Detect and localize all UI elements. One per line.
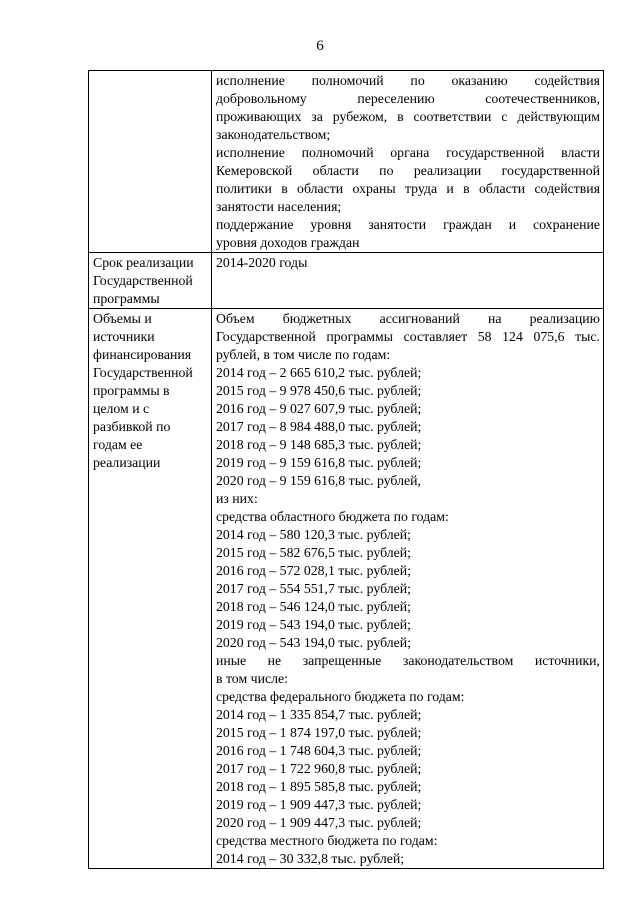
program-passport-table — [88, 70, 604, 869]
goal-line: добровольному переселению соотечественников, — [216, 91, 600, 106]
funding-line: 2020 год – 1 909 447,3 тыс. рублей; — [216, 815, 422, 830]
label-line: программы в — [93, 383, 170, 398]
funding-line: 2018 год – 546 124,0 тыс. рублей; — [216, 599, 411, 614]
label-line: Срок реализации — [93, 255, 194, 270]
funding-line: средства областного бюджета по годам: — [216, 509, 449, 524]
goal-line: исполнение полномочий по оказанию содействия — [216, 73, 600, 88]
label-line: целом и с — [93, 401, 150, 416]
funding-line: в том числе: — [216, 671, 288, 686]
label-line: реализации — [93, 455, 161, 470]
goal-line: поддержание уровня занятости граждан и сохранение — [216, 217, 600, 232]
label-line: программы — [93, 291, 160, 306]
period-cell — [212, 253, 604, 309]
funding-line: 2019 год – 1 909 447,3 тыс. рублей; — [216, 797, 422, 812]
goals-cell — [212, 71, 604, 253]
goal-line: политики в области охраны труда и в области содействия — [216, 181, 600, 196]
funding-line: 2018 год – 1 895 585,8 тыс. рублей; — [216, 779, 422, 794]
goal-line: законодательством; — [216, 127, 331, 142]
funding-line: 2018 год – 9 148 685,3 тыс. рублей; — [216, 437, 422, 452]
label-line: Государственной — [93, 273, 193, 288]
funding-line: 2016 год – 9 027 607,9 тыс. рублей; — [216, 401, 422, 416]
row-label-cell — [89, 253, 212, 309]
funding-line: 2014 год – 2 665 610,2 тыс. рублей; — [216, 365, 422, 380]
table-row — [89, 71, 604, 253]
row-label-cell — [89, 71, 212, 253]
table-row — [89, 309, 604, 869]
funding-line: 2014 год – 1 335 854,7 тыс. рублей; — [216, 707, 422, 722]
label-line: Государственной — [93, 365, 193, 380]
funding-cell — [212, 309, 604, 869]
funding-line: 2014 год – 580 120,3 тыс. рублей; — [216, 527, 411, 542]
funding-line: 2017 год – 554 551,7 тыс. рублей; — [216, 581, 411, 596]
funding-line: 2015 год – 9 978 450,6 тыс. рублей; — [216, 383, 422, 398]
funding-line: 2015 год – 582 676,5 тыс. рублей; — [216, 545, 411, 560]
label-line: источники — [93, 329, 155, 344]
funding-line: Государственной программы составляет 58 124 075,6 тыс. — [216, 329, 600, 344]
goal-line: проживающих за рубежом, в соответствии с действующим — [216, 109, 600, 124]
funding-line: 2020 год – 543 194,0 тыс. рублей; — [216, 635, 411, 650]
funding-line: 2019 год – 543 194,0 тыс. рублей; — [216, 617, 411, 632]
funding-line: 2017 год – 8 984 488,0 тыс. рублей; — [216, 419, 422, 434]
table-row — [89, 253, 604, 309]
page-number: 6 — [316, 38, 324, 54]
funding-line: 2020 год – 9 159 616,8 тыс. рублей, — [216, 473, 421, 488]
row-label-cell — [89, 309, 212, 869]
label-line: разбивкой по — [93, 419, 171, 434]
label-line: Объемы и — [93, 311, 152, 326]
label-line: финансирования — [93, 347, 192, 362]
funding-line: 2016 год – 1 748 604,3 тыс. рублей; — [216, 743, 422, 758]
goal-line: занятости населения; — [216, 199, 342, 214]
goal-line: уровня доходов граждан — [216, 235, 360, 250]
period-value: 2014-2020 годы — [216, 255, 308, 270]
funding-line: иные не запрещенные законодательством источники, — [216, 653, 600, 668]
label-line: годам ее — [93, 437, 143, 452]
funding-line: из них: — [216, 491, 258, 506]
funding-line: 2019 год – 9 159 616,8 тыс. рублей; — [216, 455, 422, 470]
funding-line: 2015 год – 1 874 197,0 тыс. рублей; — [216, 725, 422, 740]
goal-line: исполнение полномочий органа государственной власти — [216, 145, 600, 160]
funding-line: 2016 год – 572 028,1 тыс. рублей; — [216, 563, 411, 578]
funding-line: 2014 год – 30 332,8 тыс. рублей; — [216, 851, 405, 866]
funding-line: 2017 год – 1 722 960,8 тыс. рублей; — [216, 761, 422, 776]
funding-line: средства федерального бюджета по годам: — [216, 689, 465, 704]
funding-line: рублей, в том числе по годам: — [216, 347, 391, 362]
goal-line: Кемеровской области по реализации государственной — [216, 163, 600, 178]
funding-line: Объем бюджетных ассигнований на реализацию — [216, 311, 600, 326]
funding-line: средства местного бюджета по годам: — [216, 833, 438, 848]
